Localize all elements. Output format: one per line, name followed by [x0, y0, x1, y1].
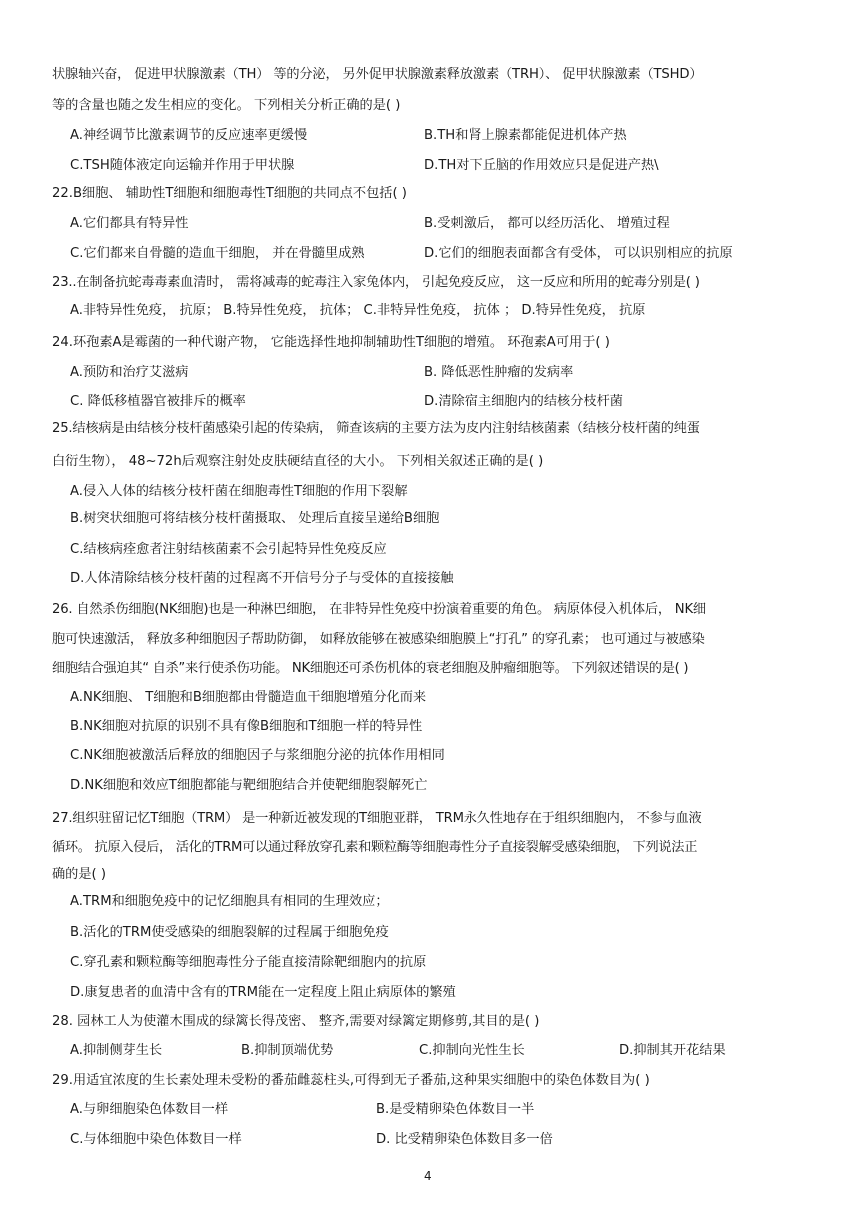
q29-option-a: A.与卵细胞染色体数目一样 — [70, 1102, 229, 1117]
q21-option-a: A.神经调节比激素调节的反应速率更缓慢 — [70, 128, 308, 143]
q21-option-b: B.TH和肾上腺素都能促进机体产热 — [424, 128, 627, 143]
q25-option-d: D.人体清除结核分枝杆菌的过程离不开信号分子与受体的直接接触 — [70, 571, 454, 586]
q29-option-d: D. 比受精卵染色体数目多一倍 — [376, 1132, 553, 1147]
q27-stem-line-3: 确的是( ) — [52, 867, 107, 882]
q28-option-b: B.抑制顶端优势 — [241, 1043, 334, 1058]
q28-stem: 28. 园林工人为使灌木围成的绿篱长得茂密、 整齐,需要对绿篱定期修剪,其目的是( ) — [52, 1014, 540, 1029]
q26-option-b: B.NK细胞对抗原的识别不具有像B细胞和T细胞一样的特异性 — [70, 719, 423, 734]
q28-option-c: C.抑制向光性生长 — [419, 1043, 525, 1058]
q26-stem-line-3: 细胞结合强迫其“ 自杀”来行使杀伤功能。 NK细胞还可杀伤机体的衰老细胞及肿瘤细胞等。 下列叙述错误的是( ) — [52, 661, 689, 676]
q27-stem-line-1: 27.组织驻留记忆T细胞（TRM） 是一种新近被发现的T细胞亚群， TRM永久性地存在于组织细胞内， 不参与血液 — [52, 811, 702, 826]
q26-option-a: A.NK细胞、 T细胞和B细胞都由骨髓造血干细胞增殖分化而来 — [70, 690, 427, 705]
q26-option-d: D.NK细胞和效应T细胞都能与靶细胞结合并使靶细胞裂解死亡 — [70, 778, 428, 793]
q27-option-a: A.TRM和细胞免疫中的记忆细胞具有相同的生理效应； — [70, 894, 389, 909]
q29-option-c: C.与体细胞中染色体数目一样 — [70, 1132, 242, 1147]
q23-options: A.非特异性免疫， 抗原； B.特异性免疫， 抗体； C.非特异性免疫， 抗体 ； D.特异性免疫， 抗原 — [70, 303, 646, 318]
q21-stem-line-1: 状腺轴兴奋， 促进甲状腺激素（TH） 等的分泌， 另外促甲状腺激素释放激素（TRH）、 促甲状腺激素（TSHD） — [52, 67, 703, 82]
q28-option-a: A.抑制侧芽生长 — [70, 1043, 163, 1058]
q22-option-c: C.它们都来自骨髓的造血干细胞， 并在骨髓里成熟 — [70, 246, 365, 261]
q25-option-a: A.侵入人体的结核分枝杆菌在细胞毒性T细胞的作用下裂解 — [70, 484, 408, 499]
q27-stem-line-2: 循环。 抗原入侵后， 活化的TRM可以通过释放穿孔素和颗粒酶等细胞毒性分子直接裂解受感染细胞， 下列说法正 — [52, 840, 698, 855]
q25-option-b: B.树突状细胞可将结核分枝杆菌摄取、 处理后直接呈递给B细胞 — [70, 511, 440, 526]
page-number: 4 — [424, 1169, 432, 1183]
q21-stem-line-2: 等的含量也随之发生相应的变化。 下列相关分析正确的是( ) — [52, 98, 401, 113]
q29-stem: 29.用适宜浓度的生长素处理未受粉的番茄雌蕊柱头,可得到无子番茄,这种果实细胞中的染色体数目为( ) — [52, 1073, 650, 1088]
q28-option-d: D.抑制其开花结果 — [619, 1043, 726, 1058]
q22-stem: 22.B细胞、 辅助性T细胞和细胞毒性T细胞的共同点不包括( ) — [52, 186, 407, 201]
q24-stem: 24.环孢素A是霉菌的一种代谢产物， 它能选择性地抑制辅助性T细胞的增殖。 环孢素A可用于( ) — [52, 335, 610, 350]
q24-option-c: C. 降低移植器官被排斥的概率 — [70, 394, 246, 409]
q22-option-a: A.它们都具有特异性 — [70, 216, 189, 231]
q25-stem-line-2: 白衍生物）， 48~72h后观察注射处皮肤硬结直径的大小。 下列相关叙述正确的是( ) — [52, 454, 544, 469]
q25-option-c: C.结核病痊愈者注射结核菌素不会引起特异性免疫反应 — [70, 542, 387, 557]
q23-stem: 23..在制备抗蛇毒毒素血清时， 需将减毒的蛇毒注入家兔体内， 引起免疫反应， 这一反应和所用的蛇毒分别是( ) — [52, 275, 700, 290]
q29-option-b: B.是受精卵染色体数目一半 — [376, 1102, 535, 1117]
q27-option-d: D.康复患者的血清中含有的TRM能在一定程度上阻止病原体的繁殖 — [70, 985, 456, 1000]
q26-stem-line-1: 26. 自然杀伤细胞(NK细胞)也是一种淋巴细胞， 在非特异性免疫中扮演着重要的角色。 病原体侵入机体后， NK细 — [52, 602, 706, 617]
q21-option-d: D.TH对下丘脑的作用效应只是促进产热\ — [424, 158, 659, 173]
q22-option-b: B.受刺激后， 都可以经历活化、 增殖过程 — [424, 216, 670, 231]
q24-option-a: A.预防和治疗艾滋病 — [70, 365, 189, 380]
q27-option-b: B.活化的TRM使受感染的细胞裂解的过程属于细胞免疫 — [70, 925, 389, 940]
q26-stem-line-2: 胞可快速激活， 释放多种细胞因子帮助防御， 如释放能够在被感染细胞膜上“打孔” 的穿孔素； 也可通过与被感染 — [52, 632, 705, 647]
q27-option-c: C.穿孔素和颗粒酶等细胞毒性分子能直接清除靶细胞内的抗原 — [70, 955, 427, 970]
q24-option-d: D.清除宿主细胞内的结核分枝杆菌 — [424, 394, 623, 409]
q26-option-c: C.NK细胞被激活后释放的细胞因子与浆细胞分泌的抗体作用相同 — [70, 748, 445, 763]
q24-option-b: B. 降低恶性肿瘤的发病率 — [424, 365, 574, 380]
q22-option-d: D.它们的细胞表面都含有受体， 可以识别相应的抗原 — [424, 246, 733, 261]
q21-option-c: C.TSH随体液定向运输并作用于甲状腺 — [70, 158, 295, 173]
q25-stem-line-1: 25.结核病是由结核分枝杆菌感染引起的传染病， 筛查该病的主要方法为皮内注射结核菌素（结核分枝杆菌的纯蛋 — [52, 421, 700, 436]
